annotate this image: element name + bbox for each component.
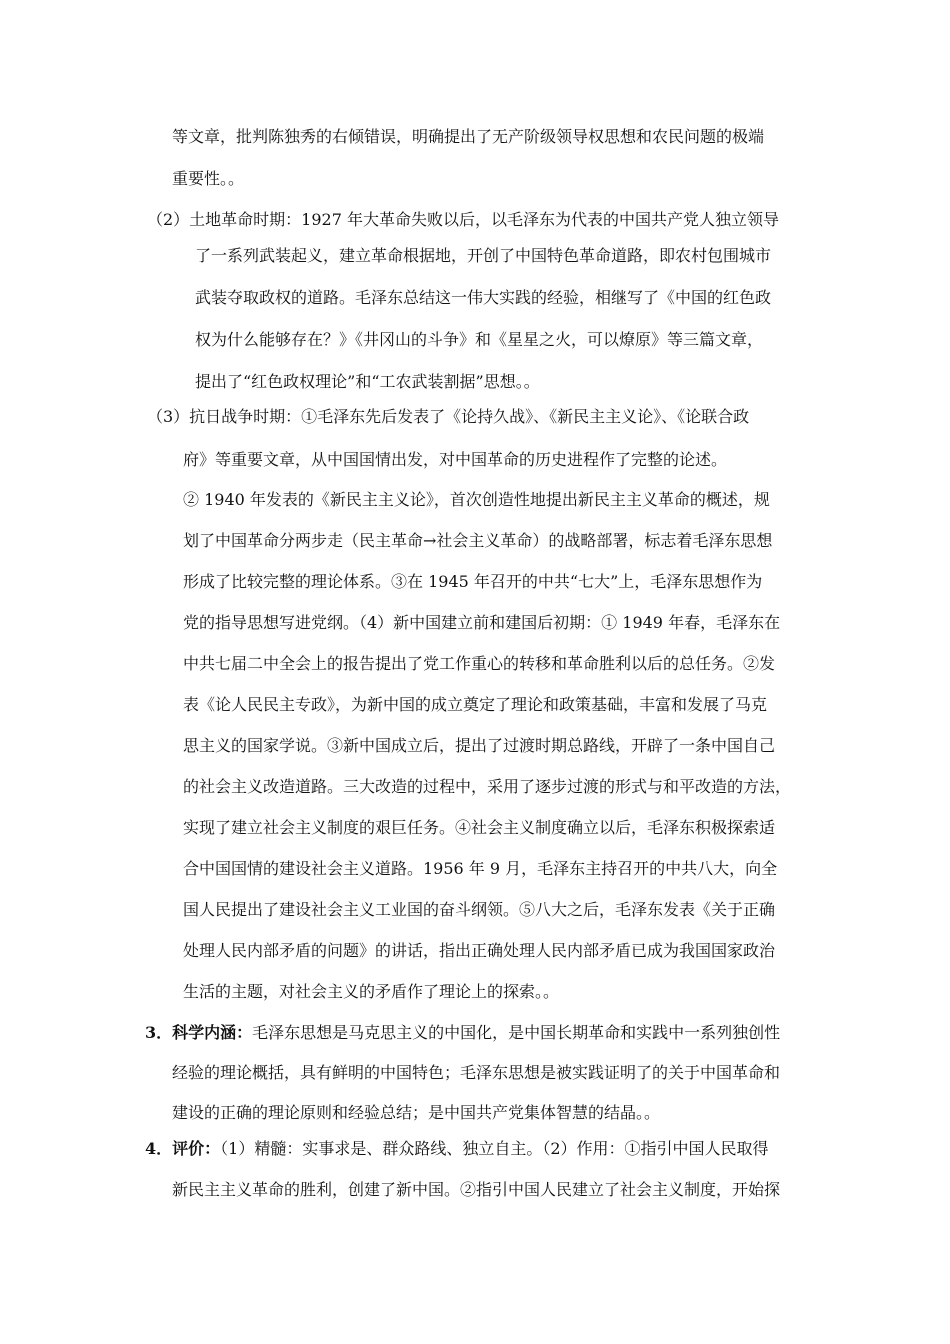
section3-line: 表《论人民民主专政》，为新中国的成立奠定了理论和政策基础，丰富和发展了马克: [183, 695, 768, 714]
section3-line: 中共七届二中全会上的报告提出了党工作重心的转移和革命胜利以后的总任务。②发: [183, 654, 776, 673]
item4-line: 新民主主义革命的胜利，创建了新中国。②指引中国人民建立了社会主义制度，开始探: [172, 1180, 781, 1199]
section2-heading-line: （2）土地革命时期：1927 年大革命失败以后，以毛泽东为代表的中国共产党人独立领导: [147, 210, 779, 229]
section1-line: 重要性。。: [172, 169, 245, 188]
item3-first-line: [145, 1023, 780, 1043]
item3-line: 建设的正确的理论原则和经验总结；是中国共产党集体智慧的结晶。。: [172, 1103, 661, 1122]
section3-line: 划了中国革命分两步走（民主革命→社会主义革命）的战略部署，标志着毛泽东思想: [183, 531, 773, 550]
item4-first-line: [145, 1139, 769, 1159]
section3-line: 的社会主义改造道路。三大改造的过程中，采用了逐步过渡的形式与和平改造的方法，: [183, 777, 792, 796]
section3-line: 形成了比较完整的理论体系。③在 1945 年召开的中共“七大”上，毛泽东思想作为: [183, 572, 763, 591]
item4-label: 4．评价：: [145, 1139, 221, 1158]
section3-line: 实现了建立社会主义制度的艰巨任务。④社会主义制度确立以后，毛泽东积极探索适: [183, 818, 776, 837]
section3-line: 府》等重要文章，从中国国情出发，对中国革命的历史进程作了完整的论述。: [183, 450, 728, 469]
section3-line: 国人民提出了建设社会主义工业国的奋斗纲领。⑤八大之后，毛泽东发表《关于正确: [183, 900, 776, 919]
section1-line: 等文章，批判陈独秀的右倾错误，明确提出了无产阶级领导权思想和农民问题的极端: [172, 127, 765, 146]
section2-line: 权为什么能够存在？》《井冈山的斗争》和《星星之火，可以燎原》等三篇文章，: [195, 330, 764, 349]
section3-line: ② 1940 年发表的《新民主主义论》，首次创造性地提出新民主主义革命的概述，规: [183, 490, 770, 509]
item3-line: 经验的理论概括，具有鲜明的中国特色；毛泽东思想是被实践证明了的关于中国革命和: [172, 1063, 781, 1082]
section2-line: 了一系列武装起义，建立革命根据地，开创了中国特色革命道路，即农村包围城市: [195, 246, 772, 265]
section3-line: 处理人民内部矛盾的问题》的讲话，指出正确处理人民内部矛盾已成为我国国家政治: [183, 941, 776, 960]
section3-line: 生活的主题，对社会主义的矛盾作了理论上的探索。。: [183, 982, 560, 1001]
section2-line: 提出了“红色政权理论”和“工农武装割据”思想。。: [195, 372, 540, 391]
item4-text: （1）精髓：实事求是、群众路线、独立自主。（2）作用：①指引中国人民取得: [220, 1139, 769, 1158]
item3-label: 3．科学内涵：: [145, 1023, 253, 1042]
section3-heading-line: （3）抗日战争时期：①毛泽东先后发表了《论持久战》、《新民主主义论》、《论联合政: [147, 407, 750, 426]
section2-line: 武装夺取政权的道路。毛泽东总结这一伟大实践的经验，相继写了《中国的红色政: [195, 288, 772, 307]
section3-line: 合中国国情的建设社会主义道路。1956 年 9 月，毛泽东主持召开的中共八大，向全: [183, 859, 778, 878]
item3-text: 毛泽东思想是马克思主义的中国化，是中国长期革命和实践中一系列独创性: [252, 1023, 781, 1042]
section3-line: 思主义的国家学说。③新中国成立后，提出了过渡时期总路线，开辟了一条中国自己: [183, 736, 776, 755]
section3-line: 党的指导思想写进党纲。（4）新中国建立前和建国后初期：① 1949 年春，毛泽东在: [183, 613, 781, 632]
